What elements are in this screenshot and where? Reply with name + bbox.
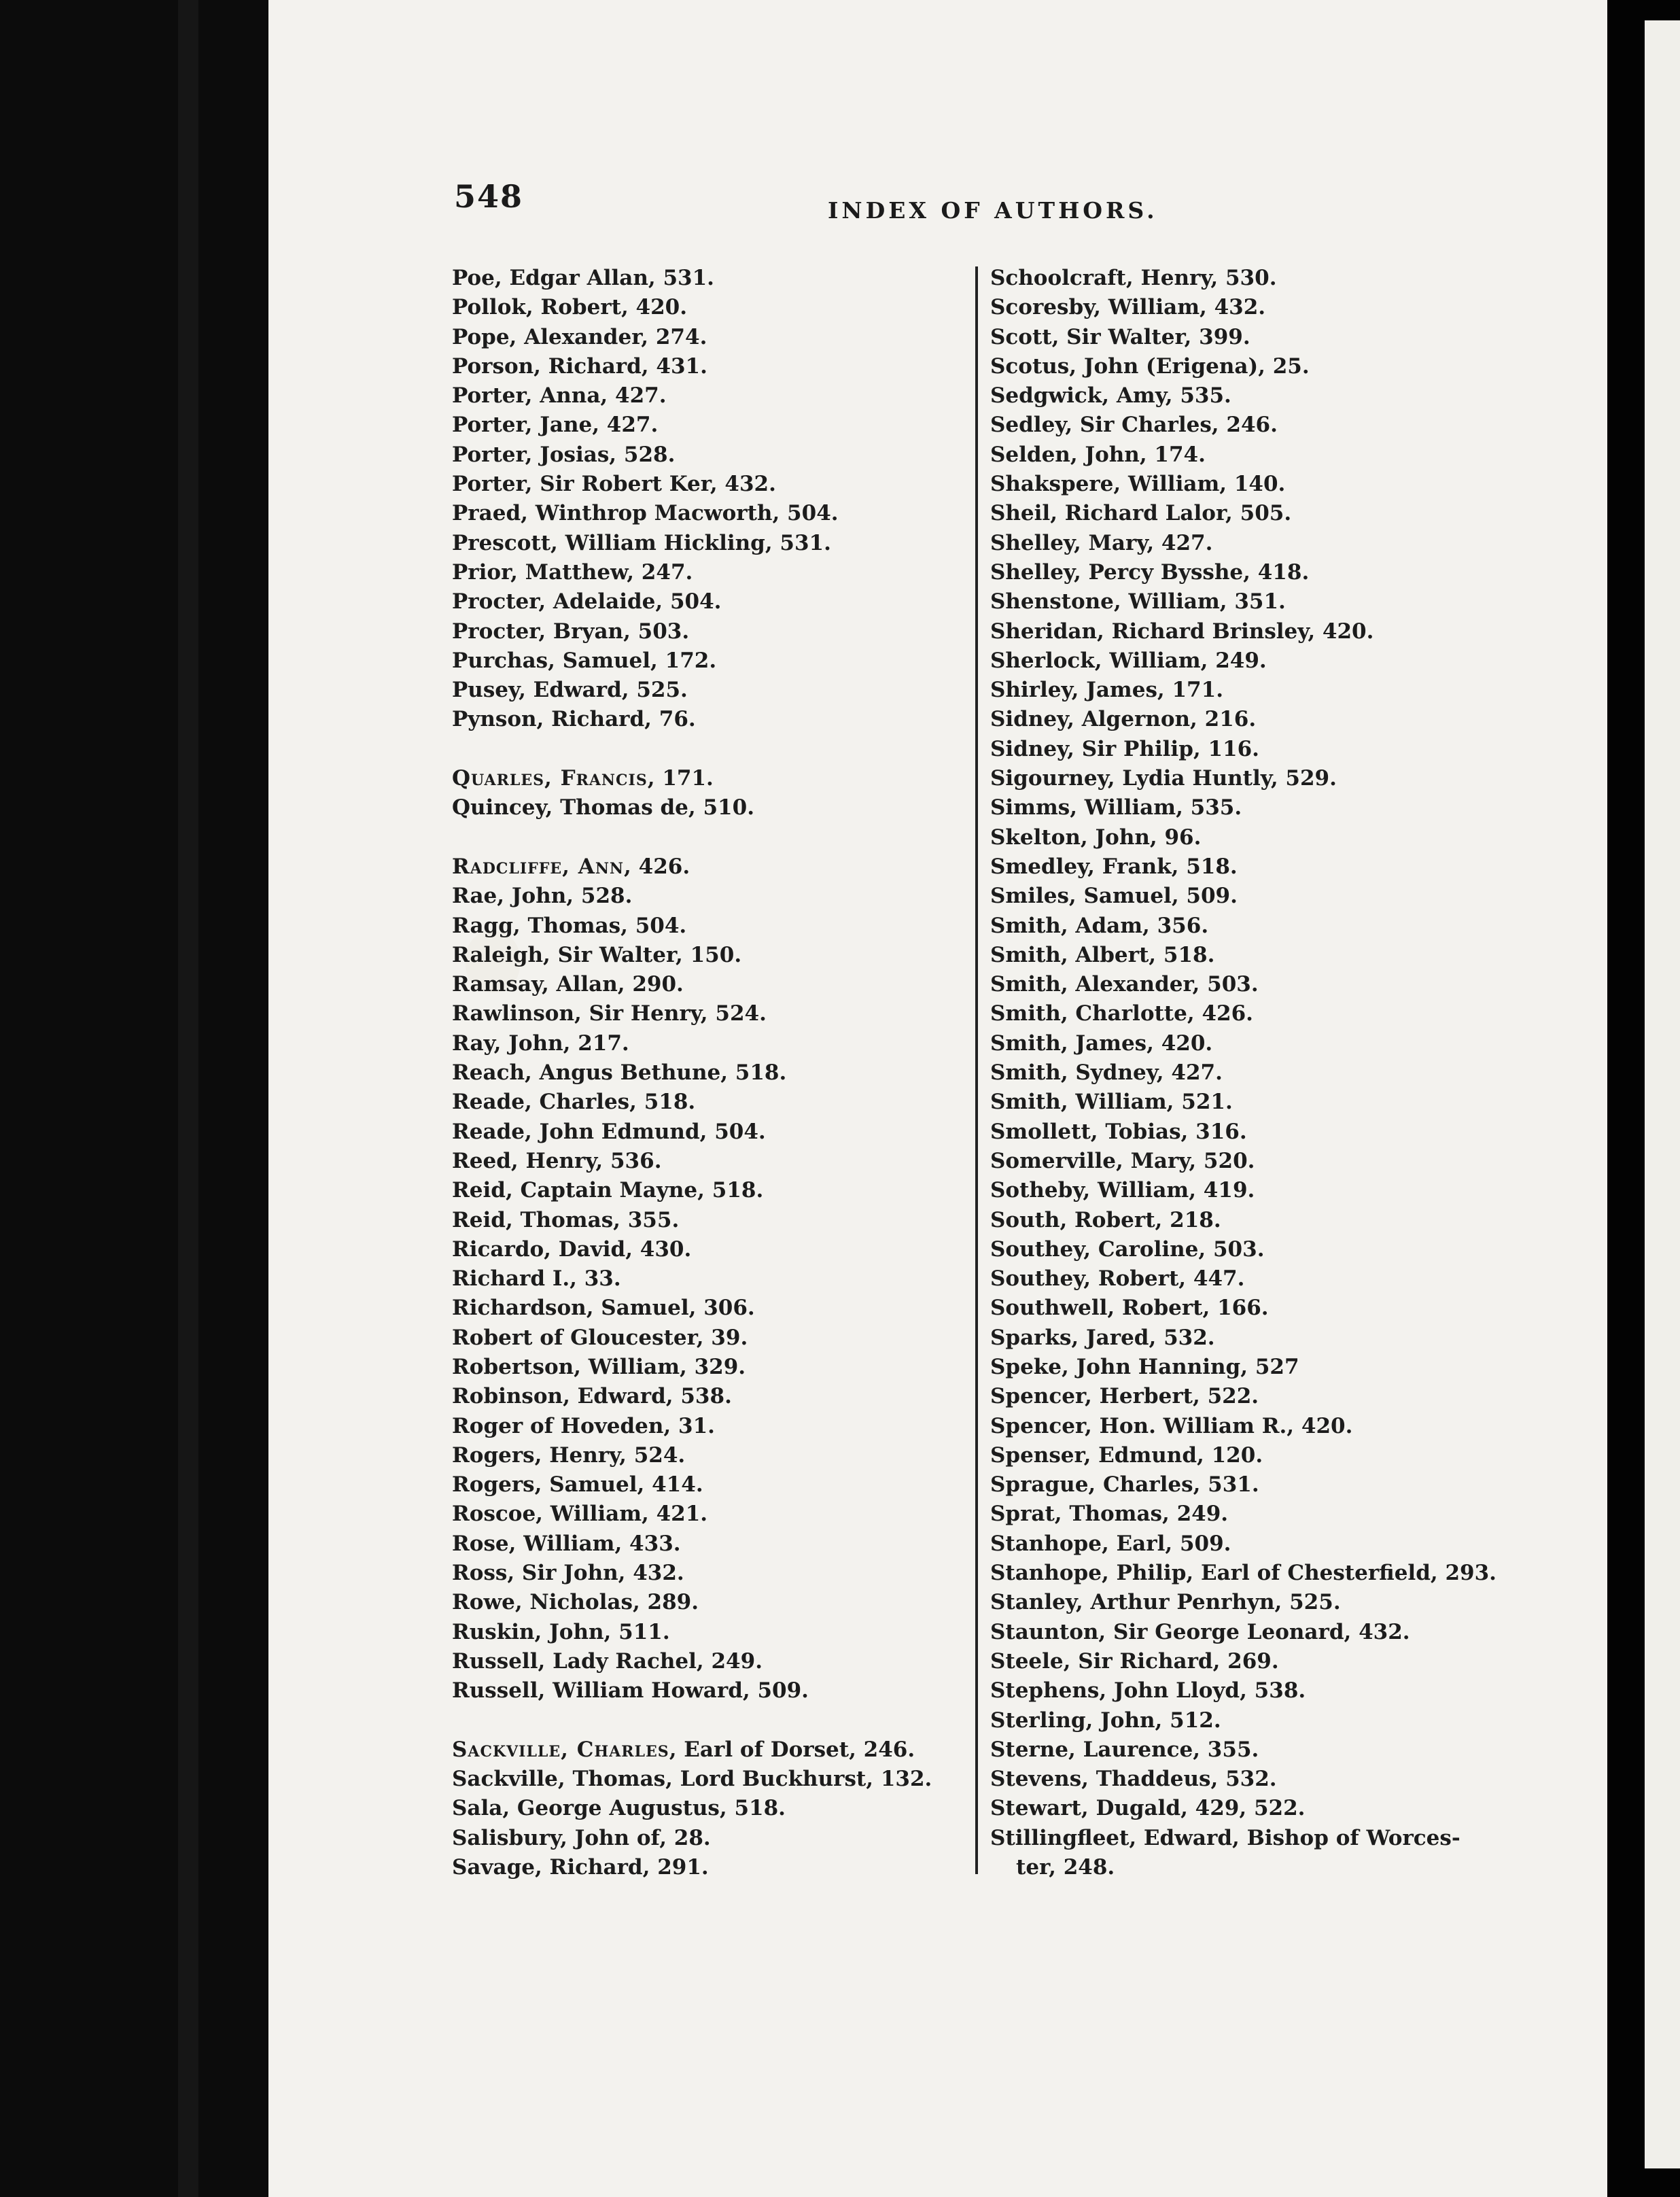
index-entry [452, 1088, 932, 1117]
index-entry-text: Richardson, Samuel, 306. [452, 1296, 755, 1321]
index-entry [452, 1500, 932, 1529]
index-entry [452, 1735, 932, 1765]
index-entry-text: Prior, Matthew, 247. [452, 559, 693, 585]
index-entry [452, 587, 932, 617]
index-entry [452, 1647, 932, 1676]
index-entry-text: Rae, John, 528. [452, 884, 633, 909]
section-lead-name: Radcliffe, Ann [452, 854, 625, 879]
index-entry [452, 970, 932, 999]
index-entry-text: Reade, Charles, 518. [452, 1090, 696, 1115]
index-entry-text: Ragg, Thomas, 504. [452, 913, 687, 938]
index-entry [452, 1029, 932, 1058]
index-entry [452, 1058, 932, 1088]
index-entry [452, 1353, 932, 1382]
index-entry [452, 793, 932, 823]
index-entry: Stevens, Thaddeus, 532. [990, 1767, 1277, 1792]
index-entry-text: Raleigh, Sir Walter, 150. [452, 942, 742, 967]
index-entry-text: Quincey, Thomas de, 510. [452, 795, 754, 820]
index-entry [452, 1765, 932, 1794]
index-entry [452, 411, 932, 440]
index-entry-text: Reed, Henry, 536. [452, 1148, 662, 1173]
index-entry [452, 852, 932, 882]
index-entry: Sheridan, Richard Brinsley, 420. [990, 619, 1374, 644]
index-entry-text: Roscoe, William, 421. [452, 1502, 708, 1527]
index-entry: Selden, John, 174. [990, 442, 1206, 467]
index-entry: Sherlock, William, 249. [990, 648, 1267, 673]
book-page [268, 0, 1607, 2197]
index-entry [452, 882, 932, 911]
index-entry: Spenser, Edmund, 120. [990, 1442, 1263, 1468]
index-entry: ter, 248. [1016, 1855, 1115, 1880]
index-entry [452, 1118, 932, 1147]
index-entry: Somerville, Mary, 520. [990, 1148, 1255, 1173]
index-entry-text: Russell, William Howard, 509. [452, 1678, 809, 1703]
index-entry: Stanley, Arthur Penrhyn, 525. [990, 1590, 1341, 1615]
index-entry: Shakspere, William, 140. [990, 472, 1286, 497]
index-entry-text: Pollok, Robert, 420. [452, 295, 688, 320]
index-entry [452, 323, 932, 352]
index-entry-text: Roger of Hoveden, 31. [452, 1413, 715, 1438]
index-entry: Shelley, Mary, 427. [990, 530, 1213, 555]
index-entry-text: Reach, Angus Bethune, 518. [452, 1060, 787, 1086]
index-entry: Simms, William, 535. [990, 795, 1242, 820]
index-entry [452, 1853, 932, 1882]
index-entry: Stewart, Dugald, 429, 522. [990, 1796, 1306, 1821]
index-entry-text: Procter, Adelaide, 504. [452, 589, 722, 615]
index-entry [452, 1324, 932, 1353]
index-entry-text: Porter, Josias, 528. [452, 442, 676, 467]
index-entry-text: Pynson, Richard, 76. [452, 707, 696, 732]
index-entry [452, 1206, 932, 1235]
index-entry: Scotus, John (Erigena), 25. [990, 353, 1310, 379]
index-entry [452, 764, 932, 793]
index-entry-text: Robert of Gloucester, 39. [452, 1325, 748, 1350]
index-entry: Stephens, John Lloyd, 538. [990, 1678, 1306, 1703]
index-entry [452, 1382, 932, 1411]
index-entry [452, 1235, 932, 1264]
index-entry: Sprague, Charles, 531. [990, 1472, 1259, 1498]
index-entry: Smith, Albert, 518. [990, 942, 1215, 967]
index-entry-text: Ruskin, John, 511. [452, 1619, 670, 1644]
index-entry: Stanhope, Philip, Earl of Chesterfield, 293. [990, 1561, 1497, 1586]
index-entry: Sprat, Thomas, 249. [990, 1502, 1229, 1527]
index-entry: Sidney, Algernon, 216. [990, 707, 1257, 732]
index-entry: Stillingfleet, Edward, Bishop of Worces- [990, 1825, 1460, 1850]
index-entry [452, 440, 932, 470]
page-number: 548 [454, 178, 524, 215]
index-entry: Sotheby, William, 419. [990, 1178, 1255, 1203]
index-entry [452, 1176, 932, 1205]
index-entry-text: Sala, George Augustus, 518. [452, 1796, 786, 1821]
index-entry: Sedley, Sir Charles, 246. [990, 413, 1278, 438]
column-divider [975, 266, 978, 1874]
index-entry [452, 1618, 932, 1647]
index-entry [452, 676, 932, 705]
index-entry: Sigourney, Lydia Huntly, 529. [990, 766, 1337, 791]
index-entry [452, 1588, 932, 1617]
index-entry: Sterne, Laurence, 355. [990, 1737, 1259, 1762]
index-entry [452, 999, 932, 1028]
index-entry-text: , 171. [647, 766, 714, 791]
index-entry-text: Prescott, William Hickling, 531. [452, 530, 831, 555]
index-entry: Smollett, Tobias, 316. [990, 1119, 1247, 1144]
index-entry [452, 1676, 932, 1706]
index-entry [452, 941, 932, 970]
index-entry: Smith, Alexander, 503. [990, 972, 1259, 997]
index-entry [452, 381, 932, 411]
index-entry [452, 352, 932, 381]
index-entry [452, 705, 932, 734]
index-entry [452, 912, 932, 941]
section-lead-name: Sackville, Charles [452, 1737, 669, 1762]
index-entry [452, 1470, 932, 1500]
index-entry-text: Ross, Sir John, 432. [452, 1561, 684, 1586]
index-entry: Spencer, Hon. William R., 420. [990, 1413, 1353, 1438]
index-entry-text: Reade, John Edmund, 504. [452, 1119, 766, 1144]
index-entry: Skelton, John, 96. [990, 825, 1202, 850]
index-entry [452, 499, 932, 528]
index-entry-text: Reid, Captain Mayne, 518. [452, 1178, 764, 1203]
index-entry [452, 1147, 932, 1176]
index-entry: Scoresby, William, 432. [990, 295, 1266, 320]
index-entry [452, 1824, 932, 1853]
index-entry-text: Purchas, Samuel, 172. [452, 648, 717, 673]
index-entry: Southey, Robert, 447. [990, 1266, 1245, 1292]
index-entry-text: Robertson, William, 329. [452, 1354, 746, 1379]
index-entry [452, 293, 932, 322]
index-entry [452, 529, 932, 558]
index-entry-text: Salisbury, John of, 28. [452, 1825, 711, 1850]
section-lead-name: Quarles, Francis [452, 766, 648, 791]
index-entry-text: Porter, Sir Robert Ker, 432. [452, 472, 776, 497]
index-entry: Sterling, John, 512. [990, 1708, 1221, 1733]
index-entry: Sidney, Sir Philip, 116. [990, 736, 1259, 761]
index-entry [452, 558, 932, 587]
index-entry [452, 1441, 932, 1470]
index-entry [452, 264, 932, 293]
index-entry: Steele, Sir Richard, 269. [990, 1648, 1279, 1674]
running-head: INDEX OF AUTHORS. [828, 197, 1158, 224]
index-entry [452, 1264, 932, 1294]
index-entry: Smith, Adam, 356. [990, 913, 1209, 938]
index-entry-text: Pusey, Edward, 525. [452, 678, 688, 703]
letter-group-gap [452, 735, 932, 764]
facing-page-edge [1645, 20, 1680, 2168]
letter-group-gap [452, 823, 932, 852]
index-entry-text: Porter, Anna, 427. [452, 383, 667, 409]
index-entry-text: Poe, Edgar Allan, 531. [452, 266, 714, 290]
index-entry: Sheil, Richard Lalor, 505. [990, 501, 1292, 526]
index-entry: Shelley, Percy Bysshe, 418. [990, 559, 1310, 585]
index-entry-text: Savage, Richard, 291. [452, 1855, 709, 1880]
index-entry: Smedley, Frank, 518. [990, 854, 1238, 879]
index-entry: Smith, William, 521. [990, 1090, 1233, 1115]
index-entry: Smith, Charlotte, 426. [990, 1001, 1253, 1026]
index-entry-text: Ramsay, Allan, 290. [452, 972, 684, 997]
index-entry-text: Robinson, Edward, 538. [452, 1384, 732, 1409]
index-entry-text: Porson, Richard, 431. [452, 353, 707, 379]
index-entry: Scott, Sir Walter, 399. [990, 324, 1250, 349]
index-entry-text: Richard I., 33. [452, 1266, 621, 1292]
index-entry-text: , 426. [624, 854, 690, 879]
index-entry-text: Rose, William, 433. [452, 1531, 681, 1556]
index-entry [452, 1559, 932, 1588]
index-entry: Smith, Sydney, 427. [990, 1060, 1223, 1086]
index-entry: South, Robert, 218. [990, 1207, 1221, 1232]
index-entry: Smith, James, 420. [990, 1031, 1213, 1056]
index-entry-text: Procter, Bryan, 503. [452, 619, 690, 644]
index-entry-text: Pope, Alexander, 274. [452, 324, 707, 349]
index-entry-text: Rawlinson, Sir Henry, 524. [452, 1001, 767, 1026]
index-entry: Southey, Caroline, 503. [990, 1236, 1265, 1262]
index-column-left [452, 264, 932, 1882]
book-spine-shadow [0, 0, 268, 2197]
index-entry: Stanhope, Earl, 509. [990, 1531, 1231, 1556]
index-entry [452, 1294, 932, 1323]
index-entry: Staunton, Sir George Leonard, 432. [990, 1619, 1410, 1644]
spine-band [178, 0, 198, 2197]
index-entry-text: Ray, John, 217. [452, 1031, 629, 1056]
index-entry [452, 646, 932, 676]
index-entry-text: Praed, Winthrop Macworth, 504. [452, 501, 839, 526]
index-entry: Shenstone, William, 351. [990, 589, 1286, 615]
index-entry [452, 1794, 932, 1823]
index-entry: Schoolcraft, Henry, 530. [990, 266, 1277, 290]
index-entry-text: Russell, Lady Rachel, 249. [452, 1648, 763, 1674]
index-entry-text: Rogers, Henry, 524. [452, 1442, 686, 1468]
index-entry-text: Reid, Thomas, 355. [452, 1207, 680, 1232]
index-entry: Southwell, Robert, 166. [990, 1296, 1269, 1321]
index-entry [452, 1412, 932, 1441]
index-entry [452, 470, 932, 499]
index-column-right [990, 264, 1497, 1882]
letter-group-gap [452, 1706, 932, 1735]
index-entry: Sedgwick, Amy, 535. [990, 383, 1231, 409]
index-entry [452, 1529, 932, 1559]
index-entry: Smiles, Samuel, 509. [990, 884, 1238, 909]
index-entry-text: Porter, Jane, 427. [452, 413, 659, 438]
index-entry: Shirley, James, 171. [990, 678, 1223, 703]
index-entry: Sparks, Jared, 532. [990, 1325, 1215, 1350]
index-entry-text: , Earl of Dorset, 246. [669, 1737, 915, 1762]
index-entry-text: Rowe, Nicholas, 289. [452, 1590, 699, 1615]
index-entry [452, 617, 932, 646]
index-entry-text: Rogers, Samuel, 414. [452, 1472, 703, 1498]
index-entry: Spencer, Herbert, 522. [990, 1384, 1259, 1409]
index-entry-text: Ricardo, David, 430. [452, 1236, 692, 1262]
index-entry-text: Sackville, Thomas, Lord Buckhurst, 132. [452, 1767, 932, 1792]
index-entry: Speke, John Hanning, 527 [990, 1354, 1299, 1379]
